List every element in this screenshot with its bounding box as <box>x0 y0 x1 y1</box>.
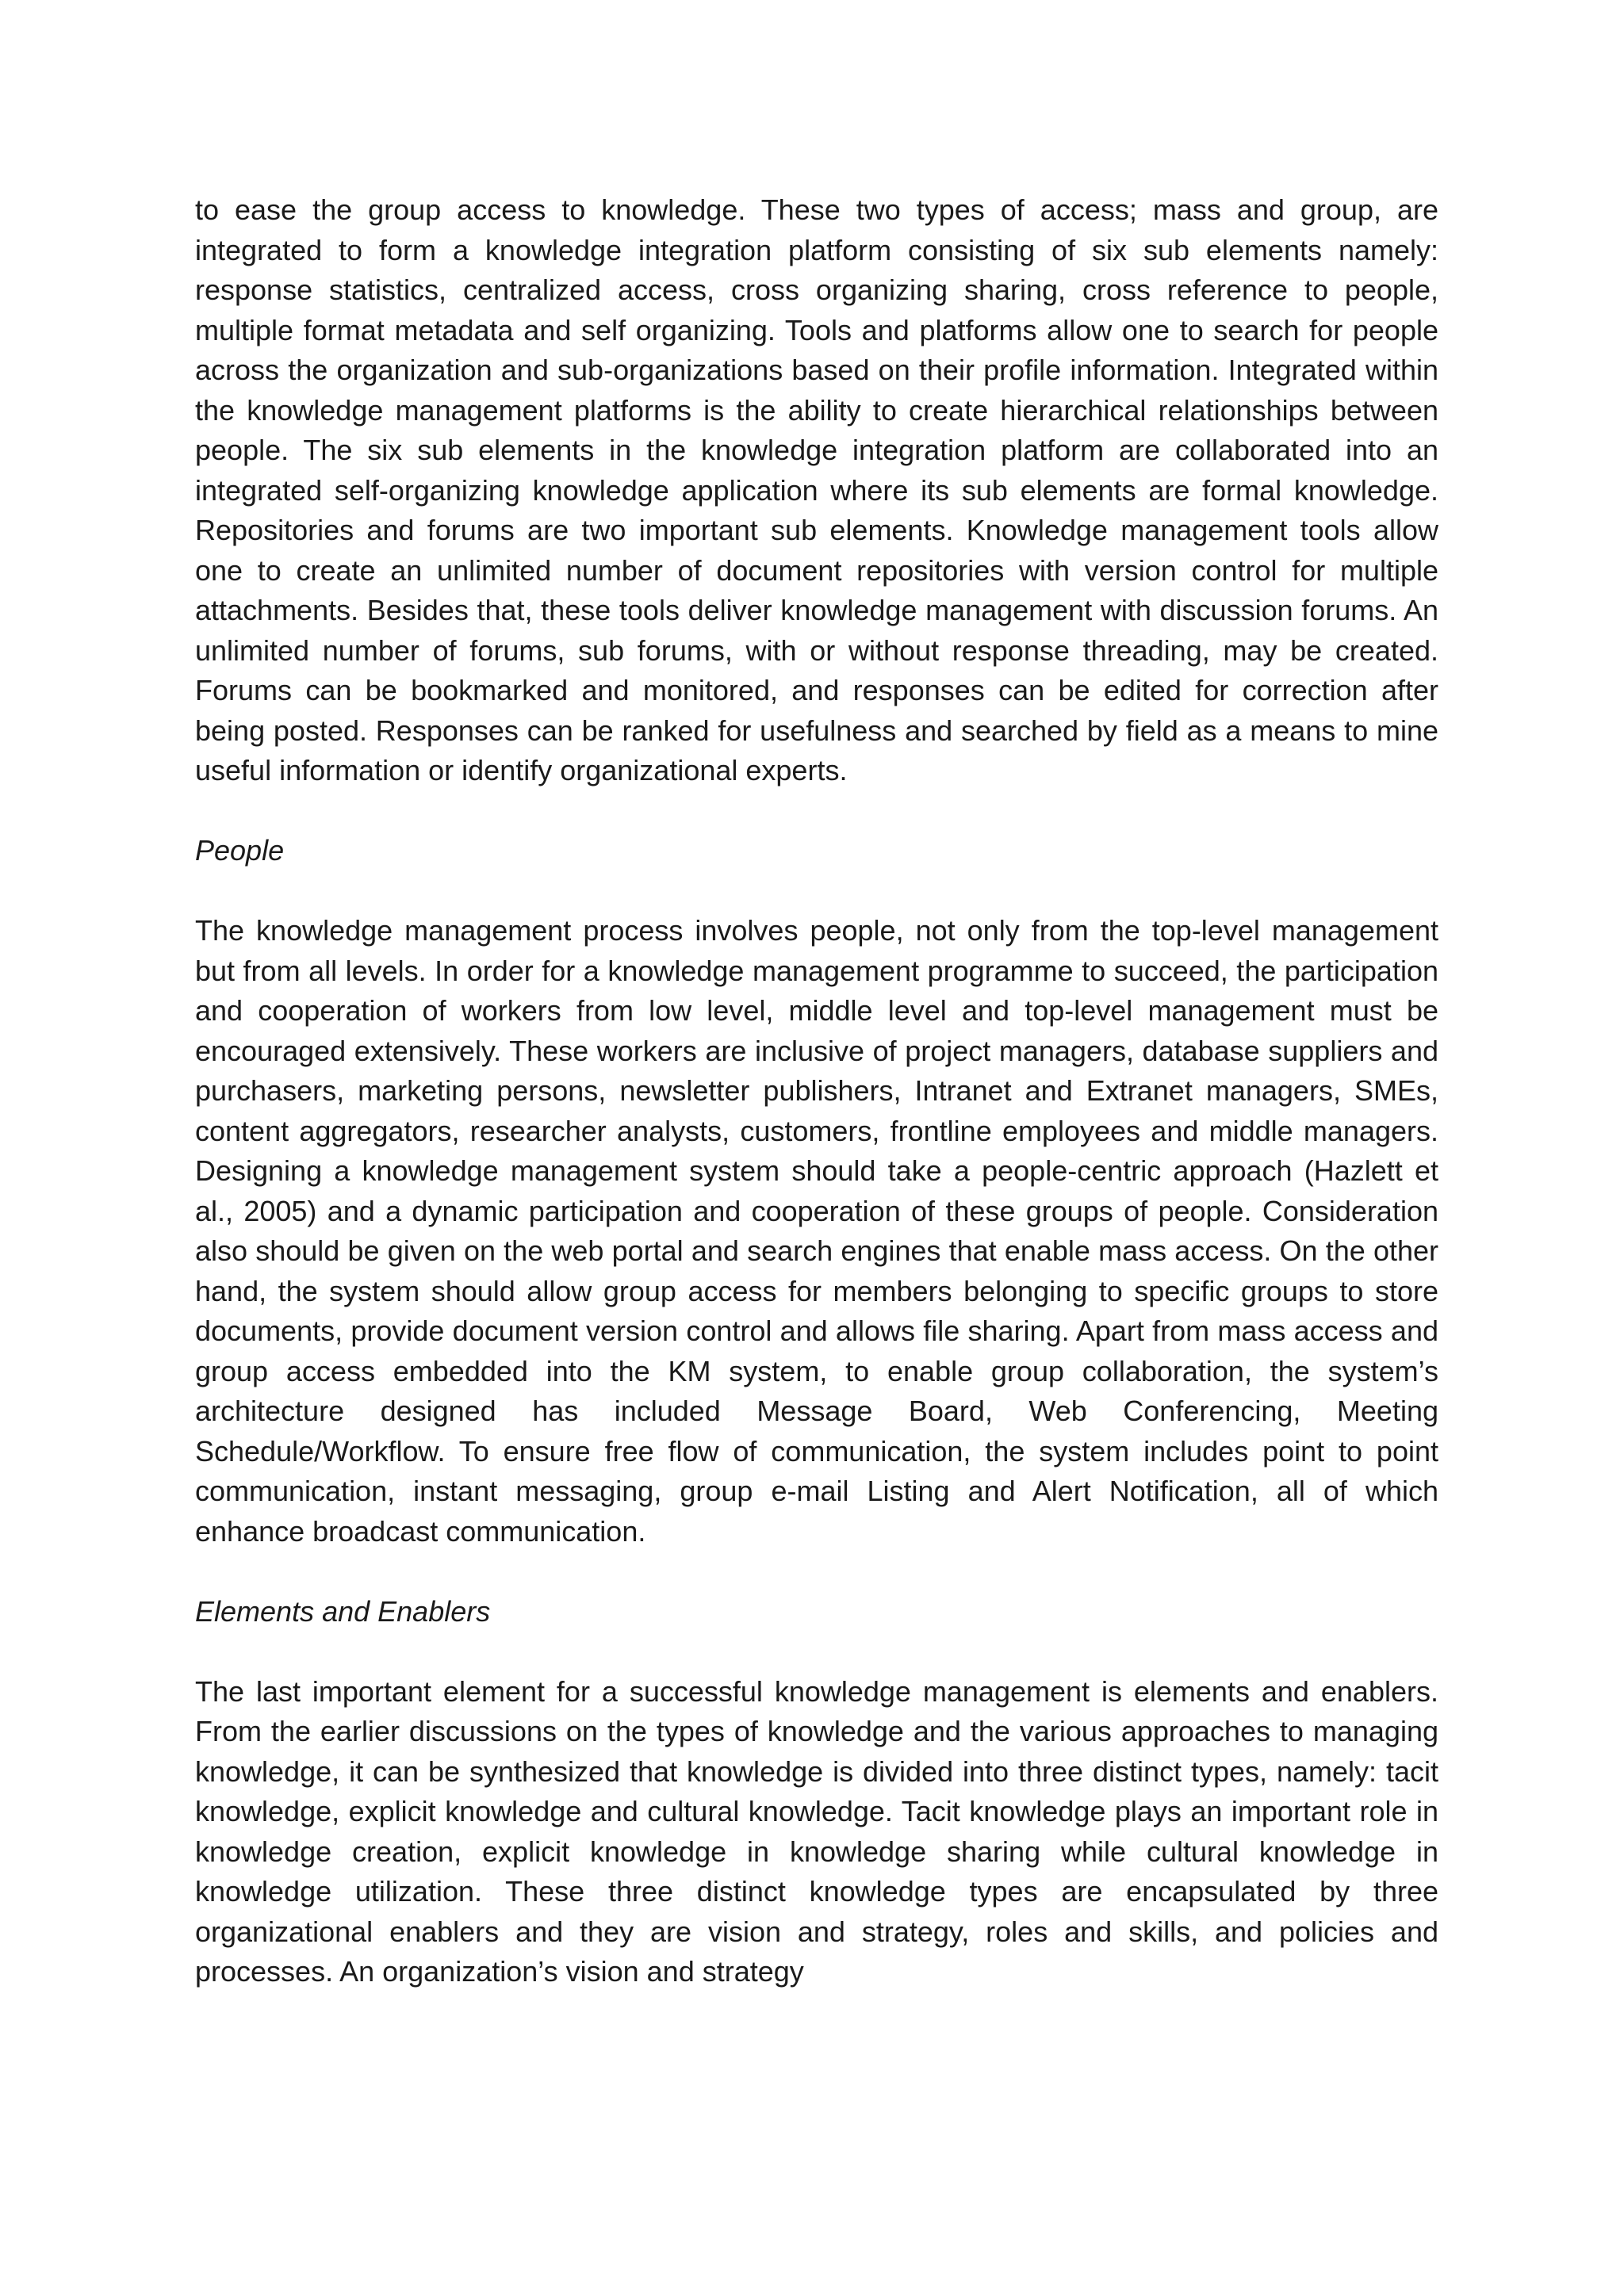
paragraph-spacer <box>195 791 1438 832</box>
paragraph-spacer <box>195 1552 1438 1592</box>
paragraph-people: The knowledge management process involves people, not only from the top-level management but from all levels. In order for a knowledge management programme to succeed, the participation and cooperation of workers from low level, middle level and top-level management must be encouraged extensively. These workers are inclusive of project managers, database suppliers and purchasers, marketing persons, newsletter publishers, Intranet and Extranet managers, SMEs, content aggregators, researcher analysts, customers, frontline employees and middle managers. Designing a knowledge management system should take a people-centric approach (Hazlett et al., 2005) and a dynamic participation and cooperation of these groups of people. Consideration also should be given on the web portal and search engines that enable mass access. On the other hand, the system should allow group access for members belonging to specific groups to store documents, provide document version control and allows file sharing. Apart from mass access and group access embedded into the KM system, to enable group collaboration, the system’s architecture designed has included Message Board, Web Conferencing, Meeting Schedule/Workflow. To ensure free flow of communication, the system includes point to point communication, instant messaging, group e-mail Listing and Alert Notification, all of which enhance broadcast communication. <box>195 914 1438 1548</box>
paragraph-elements-and-enablers: The last important element for a successful knowledge management is elements and enablers. From the earlier discussions on the types of knowledge and the various approaches to managing knowledge, it can be synthesized that knowledge is divided into three distinct types, namely: tacit knowledge, explicit knowledge and cultural knowledge. Tacit knowledge plays an important role in knowledge creation, explicit knowledge in knowledge sharing while cultural knowledge in knowledge utilization. These three distinct knowledge types are encapsulated by three organizational enablers and they are vision and strategy, roles and skills, and policies and processes. An organization’s vision and strategy <box>195 1674 1438 1988</box>
paragraph-spacer <box>195 1632 1438 1672</box>
section-heading-people: People <box>195 834 285 867</box>
paragraph-platform: to ease the group access to knowledge. These two types of access; mass and group, are integrated to form a knowledge integration platform consisting of six sub elements namely: response statistics, centralized access, cross organizing sharing, cross reference to people, multiple format metadata and self organizing. Tools and platforms allow one to search for people across the organization and sub-organizations based on their profile information. Integrated within the knowledge management platforms is the ability to create hierarchical relationships between people. The six sub elements in the knowledge integration platform are collaborated into an integrated self-organizing knowledge application where its sub elements are formal knowledge. Repositories and forums are two important sub elements. Knowledge management tools allow one to create an unlimited number of document repositories with version control for multiple attachments. Besides that, these tools deliver knowledge management with discussion forums. An unlimited number of forums, sub forums, with or without response threading, may be created. Forums can be bookmarked and monitored, and responses can be edited for correction after being posted. Responses can be ranked for usefulness and searched by field as a means to mine useful information or identify organizational experts. <box>195 193 1438 786</box>
section-heading-elements-and-enablers: Elements and Enablers <box>195 1594 491 1628</box>
paragraph-spacer <box>195 871 1438 912</box>
document-body <box>195 190 1438 1992</box>
